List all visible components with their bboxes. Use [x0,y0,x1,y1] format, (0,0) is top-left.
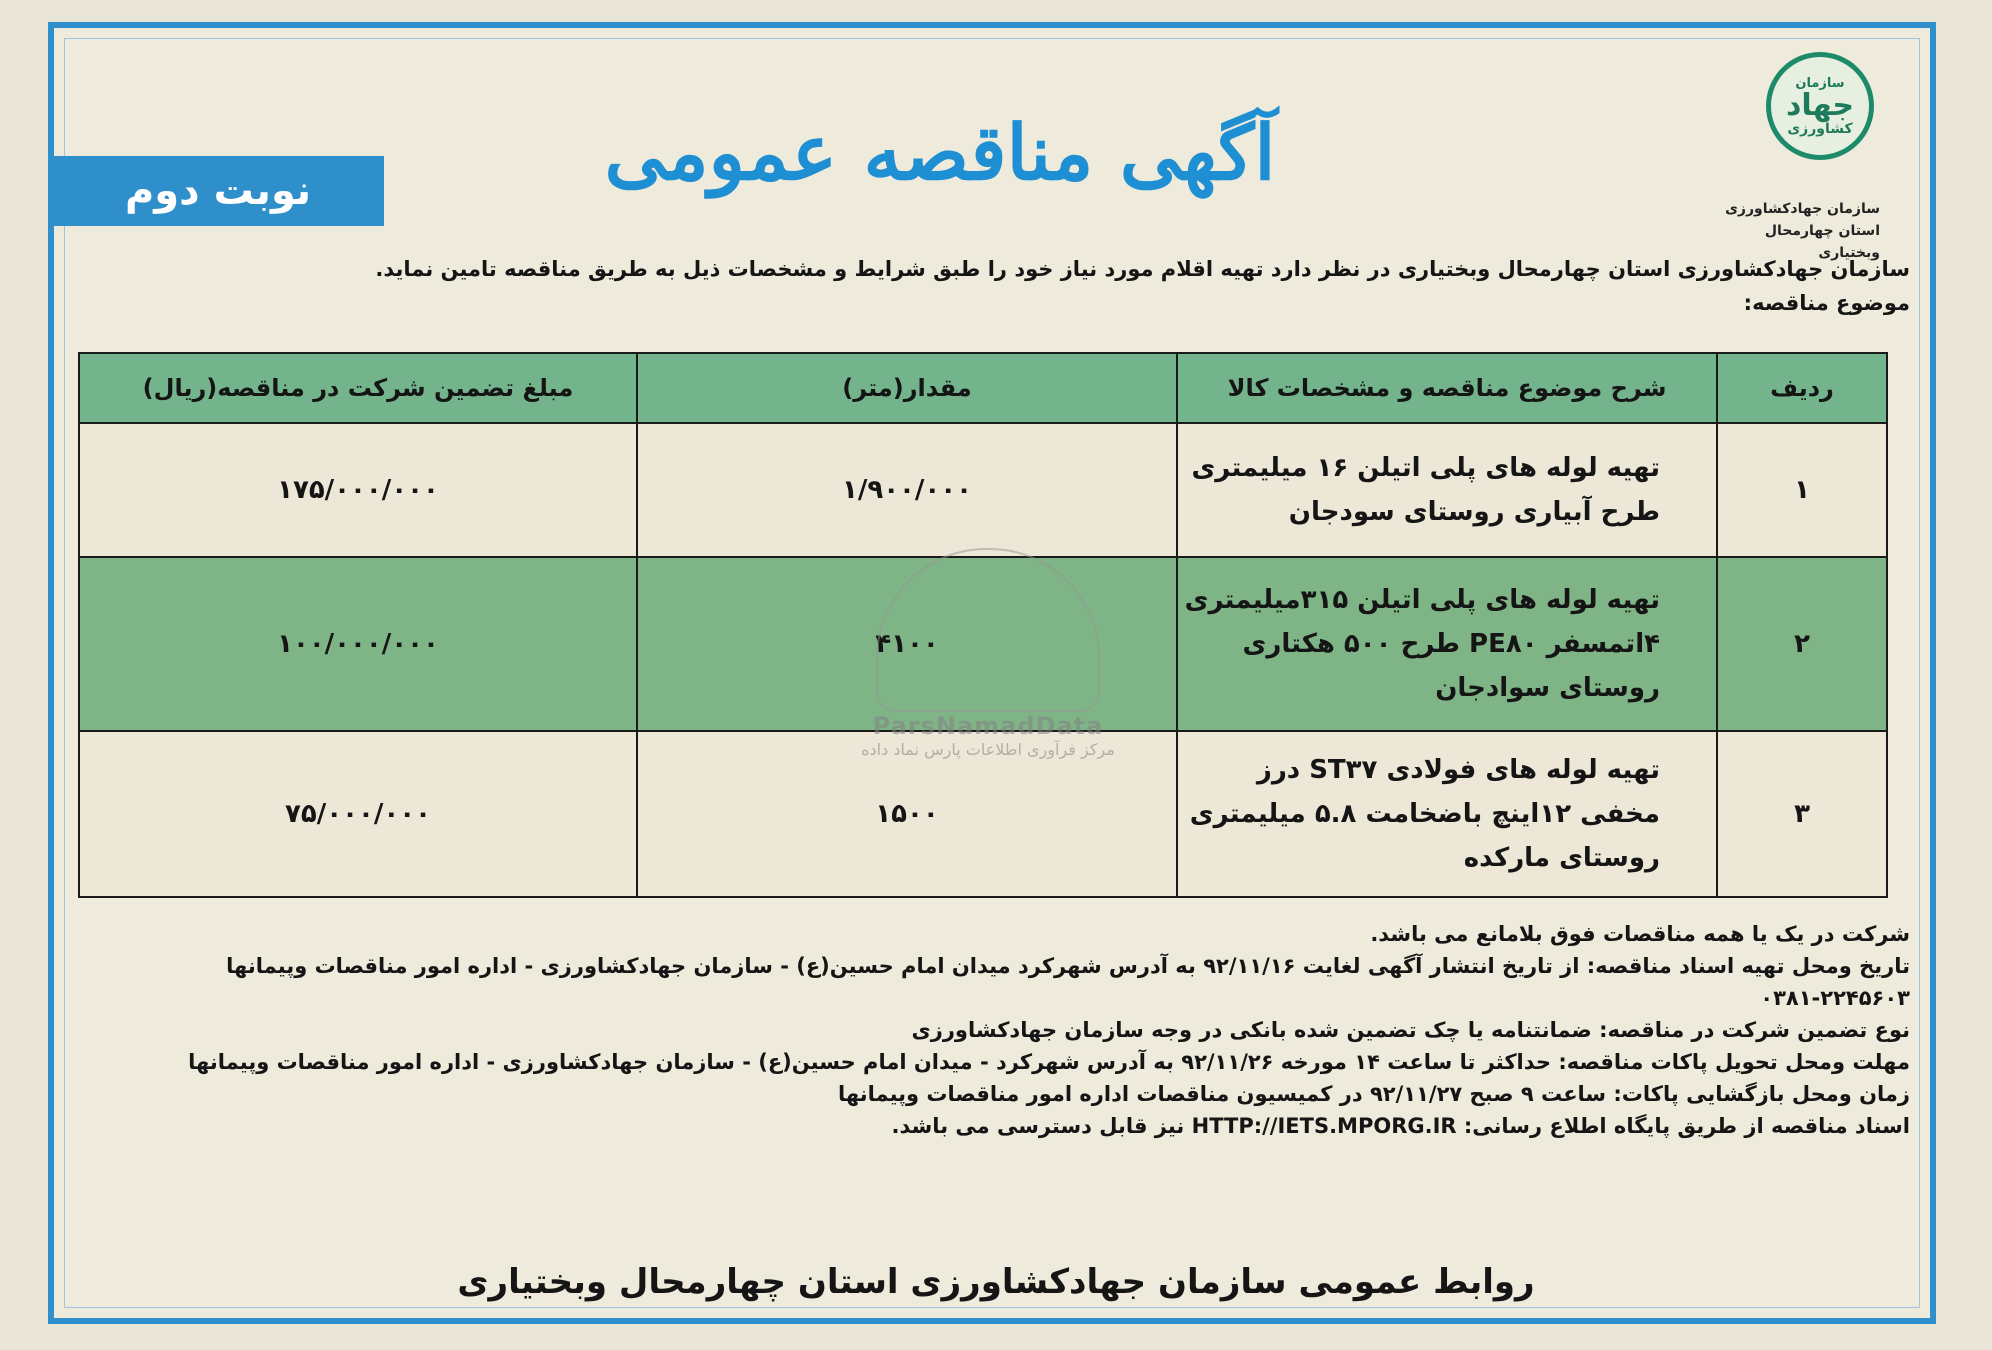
intro-text: سازمان جهادکشاورزی استان چهارمحال وبختیاری در نظر دارد تهیه اقلام مورد نیاز خود را طبق شرایط و مشخصات ذیل به طریق مناقصه تامین نماید. [375,257,1910,281]
detail-opening: زمان ومحل بازگشایی پاکات: ساعت ۹ صبح ۹۲/۱۱/۲۷ در کمیسیون مناقصات اداره امور مناقصات وپیمانها [838,1082,1910,1106]
header-quantity: مقدار(متر) [637,353,1177,423]
header-guarantee-amount: مبلغ تضمین شرکت در مناقصه(ریال) [79,353,637,423]
organization-logo [1766,52,1874,160]
detail-documents: تاریخ ومحل تهیه اسناد مناقصه: از تاریخ انتشار آگهی لغایت ۹۲/۱۱/۱۶ به آدرس شهرکرد میدان امام حسین(ع) - سازمان جهادکشاورزی - اداره امور مناقصات وپیمانها [226,954,1910,978]
description-line: روستای مارکده [1463,843,1660,873]
row-description [1177,731,1717,897]
ad-headline: آگهی مناقصه عمومی [604,108,1276,197]
header-row-number: ردیف [1717,353,1887,423]
round-badge: نوبت دوم [52,156,384,226]
watermark-name: ParsNamadData [872,712,1104,740]
tender-details [110,918,1910,1142]
row-quantity: ۴۱۰۰ [637,557,1177,731]
description-line: مخفی ۱۲اینچ باضخامت ۵.۸ میلیمتری [1189,799,1660,829]
organization-name-line1: سازمان جهادکشاورزی [1725,201,1880,217]
row-number: ۳ [1717,731,1887,897]
row-guarantee-amount: ۱۷۵/۰۰۰/۰۰۰ [79,423,637,557]
header-description: شرح موضوع مناقصه و مشخصات کالا [1177,353,1717,423]
intro-paragraph [290,252,1910,320]
table-header-row [79,353,1887,423]
row-quantity: ۱۵۰۰ [637,731,1177,897]
organization-name-line2: استان چهارمحال وبختیاری [1764,223,1880,261]
row-number: ۱ [1717,423,1887,557]
row-quantity: ۱/۹۰۰/۰۰۰ [637,423,1177,557]
logo-text-middle: جهاد [1785,87,1855,123]
row-description [1177,557,1717,731]
description-line: طرح آبیاری روستای سودجان [1288,497,1660,527]
logo-text-bottom: کشاورزی [1787,120,1853,137]
detail-participation: شرکت در یک یا همه مناقصات فوق بلامانع می باشد. [1370,922,1910,946]
public-relations-footer: روابط عمومی سازمان جهادکشاورزی استان چهارمحال وبختیاری [457,1262,1535,1302]
row-guarantee-amount: ۷۵/۰۰۰/۰۰۰ [79,731,637,897]
row-number: ۲ [1717,557,1887,731]
subject-label: موضوع مناقصه: [1743,291,1910,315]
tender-table [78,352,1888,898]
description-line: تهیه لوله های پلی اتیلن ۳۱۵میلیمتری [1184,585,1660,615]
table-row [79,731,1887,897]
row-description [1177,423,1717,557]
row-guarantee-amount: ۱۰۰/۰۰۰/۰۰۰ [79,557,637,731]
detail-deadline: مهلت ومحل تحویل پاکات مناقصه: حداکثر تا ساعت ۱۴ مورخه ۹۲/۱۱/۲۶ به آدرس شهرکرد - میدان امام حسین(ع) - سازمان جهادکشاورزی - اداره امور مناقصات وپیمانها [188,1050,1910,1074]
logo-text-top: سازمان [1795,75,1845,91]
table-row [79,423,1887,557]
description-line: روستای سوادجان [1435,673,1660,703]
detail-website: اسناد مناقصه از طریق پایگاه اطلاع رسانی: HTTP://IETS.MPORG.IR نیز قابل دسترسی می باشد. [891,1114,1910,1138]
description-line: تهیه لوله های پلی اتیلن ۱۶ میلیمتری [1191,453,1660,483]
description-line: تهیه لوله های فولادی ST۳۷ درز [1256,755,1660,785]
detail-phone: ۰۳۸۱-۲۲۴۵۶۰۳ [1760,986,1910,1010]
table-row [79,557,1887,731]
detail-guarantee-type: نوع تضمین شرکت در مناقصه: ضمانتنامه یا چک تضمین شده بانکی در وجه سازمان جهادکشاورزی [911,1018,1910,1042]
description-line: ۴اتمسفر PE۸۰ طرح ۵۰۰ هکتاری [1242,629,1660,659]
watermark-subtitle: مرکز فرآوری اطلاعات پارس نماد داده [861,740,1115,759]
